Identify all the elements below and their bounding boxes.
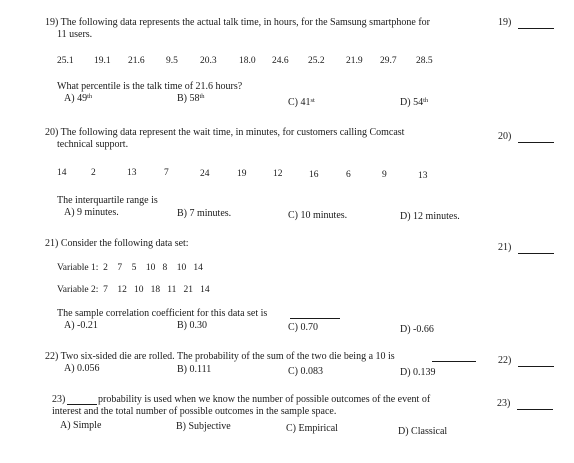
q20-value: 13 bbox=[418, 171, 428, 181]
q21-stem: 21) Consider the following data set: bbox=[45, 238, 189, 249]
q20-value: 13 bbox=[127, 168, 137, 178]
q20-value: 14 bbox=[57, 168, 67, 178]
q19-value: 24.6 bbox=[272, 56, 289, 66]
q20-choice-a[interactable]: A) 9 minutes. bbox=[64, 207, 119, 218]
choice-suffix: th bbox=[87, 93, 93, 100]
q20-value: 19 bbox=[237, 169, 247, 179]
q21-answer-number: 21) bbox=[498, 242, 512, 253]
q20-value: 16 bbox=[309, 170, 319, 180]
q22-choice-c[interactable]: C) 0.083 bbox=[288, 366, 323, 377]
choice-letter: A) bbox=[64, 93, 75, 104]
q19-value: 21.9 bbox=[346, 56, 363, 66]
q20-choice-b[interactable]: B) 7 minutes. bbox=[177, 208, 232, 219]
choice-number: 58 bbox=[189, 93, 200, 104]
q23-stem-lead: 23) bbox=[52, 394, 66, 405]
q21-choice-c[interactable]: C) 0.70 bbox=[288, 322, 318, 333]
choice-letter: D) bbox=[400, 97, 411, 108]
q23-choice-a[interactable]: A) Simple bbox=[60, 420, 102, 431]
q19-value: 29.7 bbox=[380, 56, 397, 66]
q21-answer-blank[interactable] bbox=[518, 253, 554, 254]
q23-choice-b[interactable]: B) Subjective bbox=[176, 421, 231, 432]
q22-answer-number: 22) bbox=[498, 355, 512, 366]
q20-value: 2 bbox=[91, 168, 96, 178]
choice-letter: B) bbox=[177, 93, 187, 104]
q21-choice-a[interactable]: A) -0.21 bbox=[64, 320, 98, 331]
q23-answer-blank[interactable] bbox=[517, 409, 553, 410]
q20-choice-d[interactable]: D) 12 minutes. bbox=[400, 211, 460, 222]
q19-value: 20.3 bbox=[200, 56, 217, 66]
q22-choice-b[interactable]: B) 0.111 bbox=[177, 364, 212, 375]
choice-number: 49 bbox=[77, 93, 88, 104]
q23-choice-d[interactable]: D) Classical bbox=[398, 426, 448, 437]
choice-letter: C) bbox=[288, 97, 298, 108]
q20-answer-blank[interactable] bbox=[518, 142, 554, 143]
q19-stem-line1: 19) The following data represents the actual talk time, in hours, for the Samsung smartphone for bbox=[45, 17, 430, 28]
q22-stem: 22) Two six-sided die are rolled. The probability of the sum of the two die being a 10 is bbox=[45, 351, 395, 362]
q20-prompt: The interquartile range is bbox=[57, 195, 158, 206]
q21-inline-blank[interactable] bbox=[290, 318, 340, 319]
q21-variable-2: Variable 2: 7 12 10 18 11 21 14 bbox=[57, 285, 210, 295]
q19-value: 18.0 bbox=[239, 56, 256, 66]
q19-choice-a[interactable] bbox=[64, 93, 92, 105]
q19-choice-d[interactable] bbox=[400, 97, 428, 109]
q21-variable-1: Variable 1: 2 7 5 10 8 10 14 bbox=[57, 263, 203, 273]
q19-value: 28.5 bbox=[416, 56, 433, 66]
q20-answer-number: 20) bbox=[498, 131, 512, 142]
choice-suffix: th bbox=[199, 93, 205, 100]
choice-number: 54 bbox=[413, 97, 424, 108]
q19-value: 21.6 bbox=[128, 56, 145, 66]
q21-prompt-text: The sample correlation coefficient for this data set is bbox=[57, 308, 268, 319]
q23-stem-line2: interest and the total number of possible outcomes in the sample space. bbox=[52, 406, 337, 417]
q23-inline-blank[interactable] bbox=[67, 404, 97, 405]
q22-answer-blank[interactable] bbox=[518, 366, 554, 367]
q20-stem-line2: technical support. bbox=[57, 139, 129, 150]
q19-value: 9.5 bbox=[166, 56, 178, 66]
q20-value: 9 bbox=[382, 170, 387, 180]
q21-choice-b[interactable]: B) 0.30 bbox=[177, 320, 207, 331]
q20-value: 24 bbox=[200, 169, 210, 179]
q21-prompt bbox=[57, 308, 267, 320]
choice-suffix: th bbox=[423, 97, 429, 104]
q19-value: 19.1 bbox=[94, 56, 111, 66]
q19-answer-blank[interactable] bbox=[518, 28, 554, 29]
q20-stem-line1: 20) The following data represent the wait time, in minutes, for customers calling Comcast bbox=[45, 127, 405, 138]
q23-stem-line1: probability is used when we know the number of possible outcomes of the event of bbox=[98, 394, 431, 405]
q22-inline-blank[interactable] bbox=[432, 361, 476, 362]
q19-choice-c[interactable] bbox=[288, 97, 315, 109]
q20-value: 12 bbox=[273, 169, 283, 179]
q19-value: 25.2 bbox=[308, 56, 325, 66]
q19-stem-line2: 11 users. bbox=[57, 29, 93, 40]
q19-value: 25.1 bbox=[57, 56, 74, 66]
q20-value: 6 bbox=[346, 170, 351, 180]
q22-choice-d[interactable]: D) 0.139 bbox=[400, 367, 436, 378]
q20-choice-c[interactable]: C) 10 minutes. bbox=[288, 210, 348, 221]
q19-choice-b[interactable] bbox=[177, 93, 205, 105]
choice-suffix: st bbox=[310, 97, 315, 104]
q21-choice-d[interactable]: D) -0.66 bbox=[400, 324, 434, 335]
q19-prompt: What percentile is the talk time of 21.6 hours? bbox=[57, 81, 243, 92]
choice-number: 41 bbox=[300, 97, 311, 108]
q23-choice-c[interactable]: C) Empirical bbox=[286, 423, 338, 434]
q23-answer-number: 23) bbox=[497, 398, 511, 409]
q20-value: 7 bbox=[164, 168, 169, 178]
q22-choice-a[interactable]: A) 0.056 bbox=[64, 363, 100, 374]
q19-answer-number: 19) bbox=[498, 17, 512, 28]
